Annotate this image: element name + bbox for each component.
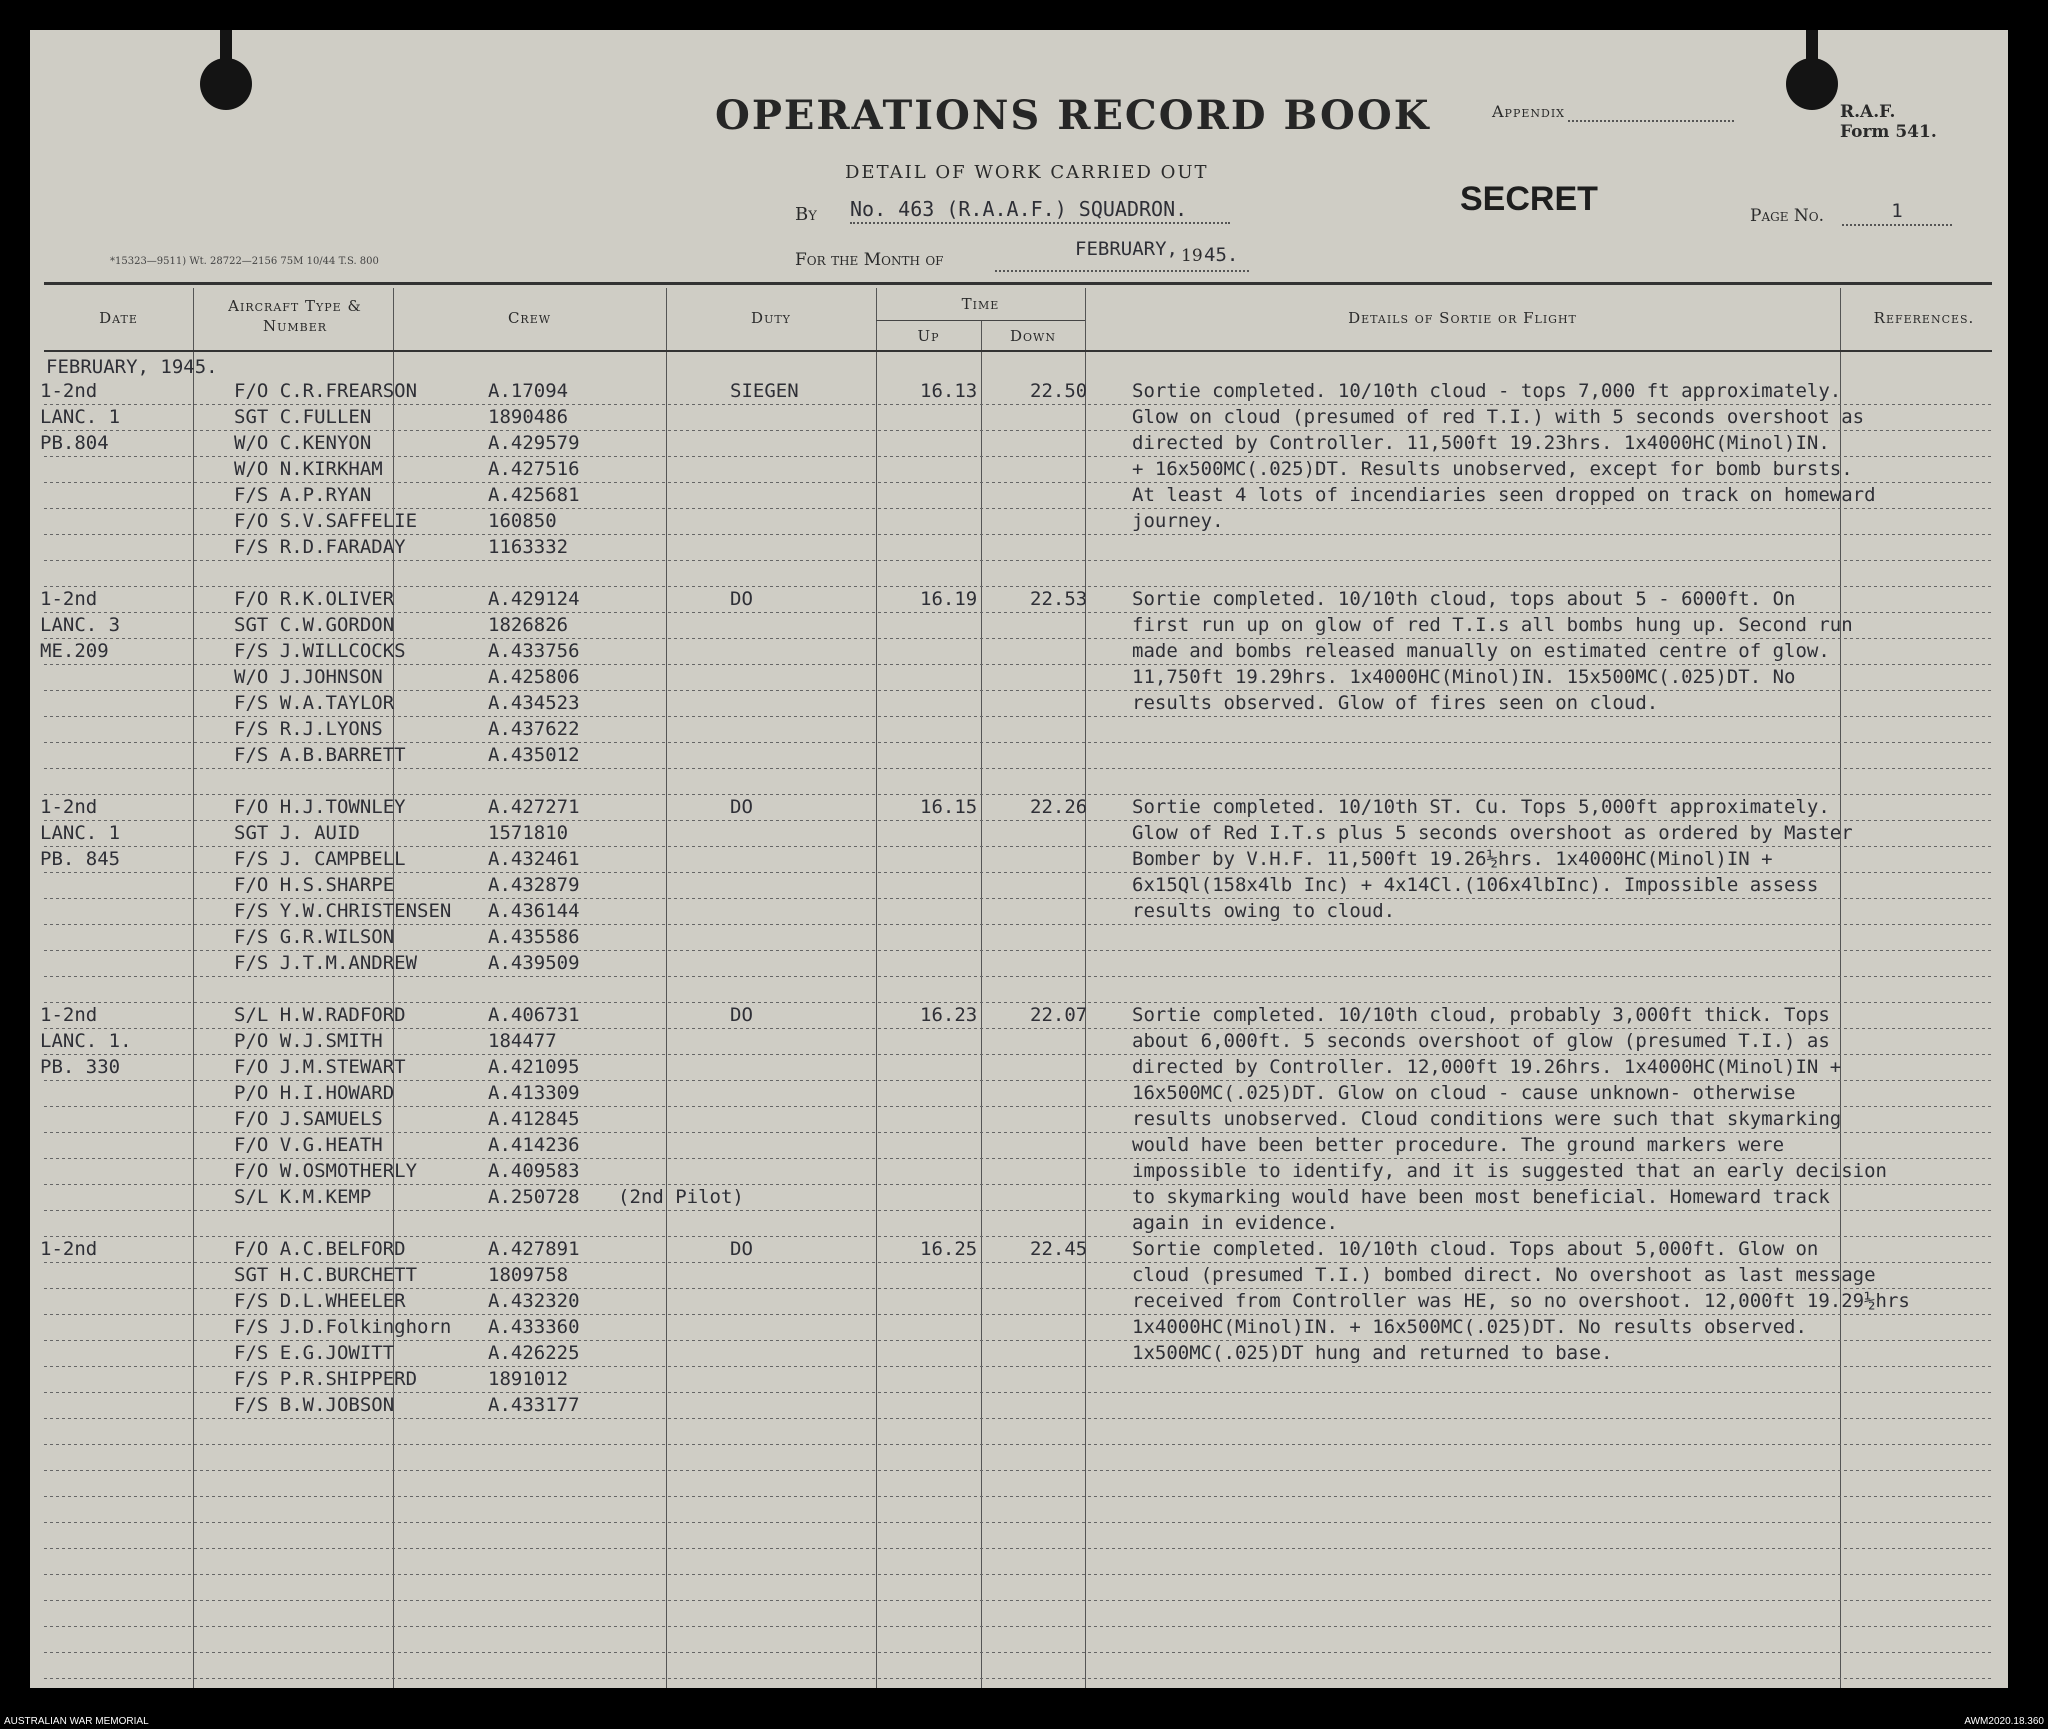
crew-name: W/O J.JOHNSON	[234, 666, 383, 688]
crew-number: A.421095	[488, 1056, 580, 1078]
time-subrule	[876, 320, 1085, 321]
ruled-line	[44, 560, 1992, 561]
crew-number: A.434523	[488, 692, 580, 714]
sortie-detail-line: impossible to identify, and it is suggested that an early decision	[1132, 1160, 1887, 1182]
page-no-value: 1	[1842, 198, 1952, 226]
col-divider	[666, 288, 667, 1688]
sortie-date: LANC. 1	[40, 406, 121, 428]
crew-name: F/S B.W.JOBSON	[234, 1394, 395, 1416]
time-down: 22.50	[1030, 380, 1088, 402]
crew-number: A.433177	[488, 1394, 580, 1416]
ruled-line	[44, 1678, 1992, 1679]
crew-number: A.427516	[488, 458, 580, 480]
subtitle: DETAIL OF WORK CARRIED OUT	[845, 162, 1209, 183]
col-divider	[1085, 288, 1086, 1688]
sortie-detail-line: results observed. Glow of fires seen on cloud.	[1132, 692, 1659, 714]
sortie-date: LANC. 1.	[40, 1030, 132, 1052]
crew-name: F/S P.R.SHIPPERD	[234, 1368, 418, 1390]
col-header-references: References.	[1873, 309, 1975, 327]
crew-number: 1890486	[488, 406, 569, 428]
crew-number: A.435012	[488, 744, 580, 766]
ruled-line	[44, 976, 1992, 977]
ruled-line	[44, 1626, 1992, 1627]
month-heading: FEBRUARY, 1945.	[46, 356, 218, 378]
col-header-crew: Crew	[507, 309, 552, 327]
crew-name: SGT H.C.BURCHETT	[234, 1264, 418, 1286]
crew-name: SGT J. AUID	[234, 822, 360, 844]
year-prefix: 19	[1181, 246, 1203, 266]
crew-number: A.427271	[488, 796, 580, 818]
crew-number: A.435586	[488, 926, 580, 948]
crew-number: A.412845	[488, 1108, 580, 1130]
squadron-field: No. 463 (R.A.A.F.) SQUADRON.	[850, 196, 1230, 224]
month-label: For the Month of	[795, 250, 944, 270]
time-up: 16.23	[920, 1004, 978, 1026]
sortie-detail-line: results unobserved. Cloud conditions were such that skymarking	[1132, 1108, 1842, 1130]
time-up: 16.15	[920, 796, 978, 818]
sortie-detail-line: 11,750ft 19.29hrs. 1x4000HC(Minol)IN. 15x500MC(.025)DT. No	[1132, 666, 1796, 688]
crew-number: 1809758	[488, 1264, 569, 1286]
crew-number: A.425681	[488, 484, 580, 506]
sortie-detail-line: to skymarking would have been most beneficial. Homeward track	[1132, 1186, 1830, 1208]
crew-name: F/S J.WILLCOCKS	[234, 640, 406, 662]
crew-number: A.426225	[488, 1342, 580, 1364]
time-down: 22.07	[1030, 1004, 1088, 1026]
sortie-detail-line: results owing to cloud.	[1132, 900, 1396, 922]
crew-name: P/O W.J.SMITH	[234, 1030, 383, 1052]
sortie-detail-line: made and bombs released manually on estimated centre of glow.	[1132, 640, 1830, 662]
sortie-detail-line: 6x15Ql(158x4lb Inc) + 4x14Cl.(106x4lbInc). Impossible assess	[1132, 874, 1819, 896]
crew-number: A.433360	[488, 1316, 580, 1338]
col-header-up: Up	[917, 327, 940, 345]
col-divider	[876, 288, 877, 1688]
sortie-date: LANC. 3	[40, 614, 121, 636]
sortie-detail-line: directed by Controller. 12,000ft 19.26hrs. 1x4000HC(Minol)IN +	[1132, 1056, 1842, 1078]
crew-number: A.427891	[488, 1238, 580, 1260]
crew-number: A.436144	[488, 900, 580, 922]
sortie-duty: DO	[730, 1004, 753, 1026]
binder-hole-left	[200, 58, 252, 110]
col-header-time: Time	[961, 295, 1000, 313]
sortie-detail-line: cloud (presumed T.I.) bombed direct. No overshoot as last message	[1132, 1264, 1876, 1286]
ruled-line	[44, 1210, 1992, 1211]
col-divider	[193, 288, 194, 1688]
crew-name: F/S G.R.WILSON	[234, 926, 395, 948]
sortie-detail-line: journey.	[1132, 510, 1224, 532]
crew-number: A.250728	[488, 1186, 580, 1208]
crew-number: A.429579	[488, 432, 580, 454]
ruled-line	[44, 1444, 1992, 1445]
crew-name: F/S J.D.Folkinghorn	[234, 1316, 452, 1338]
sortie-date: 1-2nd	[40, 1004, 98, 1026]
sortie-detail-line: first run up on glow of red T.I.s all bombs hung up. Second run	[1132, 614, 1853, 636]
sortie-detail-line: directed by Controller. 11,500ft 19.23hrs. 1x4000HC(Minol)IN.	[1132, 432, 1830, 454]
crew-number: A.439509	[488, 952, 580, 974]
crew-name: SGT C.W.GORDON	[234, 614, 395, 636]
raf-label: R.A.F.	[1840, 102, 1896, 122]
crew-number: A.409583	[488, 1160, 580, 1182]
crew-name: F/S A.P.RYAN	[234, 484, 372, 506]
sortie-detail-line: + 16x500MC(.025)DT. Results unobserved, except for bomb bursts.	[1132, 458, 1853, 480]
sortie-date: PB.804	[40, 432, 109, 454]
crew-name: F/O C.R.FREARSON	[234, 380, 418, 402]
crew-number: A.406731	[488, 1004, 580, 1026]
sortie-date: 1-2nd	[40, 1238, 98, 1260]
ruled-line	[44, 1652, 1992, 1653]
sortie-detail-line: received from Controller was HE, so no overshoot. 12,000ft 19.29½hrs	[1132, 1290, 1910, 1312]
crew-name: SGT C.FULLEN	[234, 406, 372, 428]
crew-name: W/O C.KENYON	[234, 432, 372, 454]
crew-name: F/O W.OSMOTHERLY	[234, 1160, 418, 1182]
ruled-line	[44, 1600, 1992, 1601]
time-up: 16.13	[920, 380, 978, 402]
crew-name: F/O H.S.SHARPE	[234, 874, 395, 896]
sortie-detail-line: Sortie completed. 10/10th ST. Cu. Tops 5,000ft approximately.	[1132, 796, 1830, 818]
crew-name: S/L H.W.RADFORD	[234, 1004, 406, 1026]
crew-name: F/S W.A.TAYLOR	[234, 692, 395, 714]
crew-number: A.414236	[488, 1134, 580, 1156]
ruled-line	[44, 768, 1992, 769]
crew-number: 1891012	[488, 1368, 569, 1390]
ruled-line	[44, 1496, 1992, 1497]
crew-number: A.437622	[488, 718, 580, 740]
crew-name: P/O H.I.HOWARD	[234, 1082, 395, 1104]
sortie-duty: DO	[730, 588, 753, 610]
record-sheet	[30, 30, 2008, 1688]
crew-name: F/O R.K.OLIVER	[234, 588, 395, 610]
sortie-date: 1-2nd	[40, 380, 98, 402]
sortie-detail-line: Glow of Red I.T.s plus 5 seconds overshoot as ordered by Master	[1132, 822, 1853, 844]
crew-name: F/S E.G.JOWITT	[234, 1342, 395, 1364]
sortie-date: ME.209	[40, 640, 109, 662]
col-divider	[393, 288, 394, 1688]
sortie-detail-line: Bomber by V.H.F. 11,500ft 19.26½hrs. 1x4000HC(Minol)IN +	[1132, 848, 1773, 870]
crew-name: F/S Y.W.CHRISTENSEN	[234, 900, 452, 922]
crew-number: A.433756	[488, 640, 580, 662]
time-down: 22.45	[1030, 1238, 1088, 1260]
time-up: 16.25	[920, 1238, 978, 1260]
appendix-field	[1568, 120, 1734, 122]
year-suffix: 45.	[1204, 244, 1239, 266]
sortie-detail-line: Sortie completed. 10/10th cloud, probably 3,000ft thick. Tops	[1132, 1004, 1830, 1026]
crew-number: A.425806	[488, 666, 580, 688]
time-down: 22.53	[1030, 588, 1088, 610]
sortie-detail-line: Glow on cloud (presumed of red T.I.) with 5 seconds overshoot as	[1132, 406, 1865, 428]
crew-number: A.429124	[488, 588, 580, 610]
by-label: By	[795, 204, 817, 225]
crew-number: A.413309	[488, 1082, 580, 1104]
sortie-date: 1-2nd	[40, 796, 98, 818]
crew-name: F/S J.T.M.ANDREW	[234, 952, 418, 974]
sortie-duty: DO	[730, 796, 753, 818]
appendix-label: Appendix	[1492, 102, 1566, 121]
crew-name: W/O N.KIRKHAM	[234, 458, 383, 480]
sortie-detail-line: Sortie completed. 10/10th cloud - tops 7,000 ft approximately.	[1132, 380, 1842, 402]
sortie-duty: SIEGEN	[730, 380, 799, 402]
crew-number: A.432461	[488, 848, 580, 870]
sortie-detail-line: would have been better procedure. The ground markers were	[1132, 1134, 1785, 1156]
col-header-aircraft: Aircraft Type & Number	[228, 297, 362, 335]
binder-hole-right	[1786, 58, 1838, 110]
sortie-date: PB. 330	[40, 1056, 121, 1078]
sortie-date: PB. 845	[40, 848, 121, 870]
ruled-line	[44, 1548, 1992, 1549]
ruled-line	[44, 1574, 1992, 1575]
crew-number: 184477	[488, 1030, 557, 1052]
col-divider	[981, 320, 982, 1688]
crew-name: S/L K.M.KEMP	[234, 1186, 372, 1208]
ruled-line	[44, 1522, 1992, 1523]
crew-name: F/S J. CAMPBELL	[234, 848, 406, 870]
sortie-date: 1-2nd	[40, 588, 98, 610]
sortie-detail-line: about 6,000ft. 5 seconds overshoot of glow (presumed T.I.) as	[1132, 1030, 1830, 1052]
crew-number: A.432320	[488, 1290, 580, 1312]
crew-number: 1571810	[488, 822, 569, 844]
header-rule	[44, 282, 1992, 285]
secret-stamp: SECRET	[1460, 180, 1598, 218]
sortie-detail-line: again in evidence.	[1132, 1212, 1338, 1234]
ruled-line	[44, 1470, 1992, 1471]
crew-number: A.432879	[488, 874, 580, 896]
column-header-rule	[44, 350, 1992, 352]
col-header-down: Down	[1010, 327, 1056, 345]
crew-number: 1163332	[488, 536, 569, 558]
crew-number: 160850	[488, 510, 557, 532]
crew-number: 1826826	[488, 614, 569, 636]
sortie-detail-line: 1x4000HC(Minol)IN. + 16x500MC(.025)DT. No results observed.	[1132, 1316, 1807, 1338]
ruled-line	[44, 1418, 1992, 1419]
crew-name: F/S R.D.FARADAY	[234, 536, 406, 558]
sortie-detail-line: Sortie completed. 10/10th cloud, tops about 5 - 6000ft. On	[1132, 588, 1796, 610]
crew-name: F/O H.J.TOWNLEY	[234, 796, 406, 818]
footer-right: AWM2020.18.360	[1964, 1716, 2044, 1727]
col-header-duty: Duty	[751, 309, 791, 327]
time-up: 16.19	[920, 588, 978, 610]
crew-name: F/O J.SAMUELS	[234, 1108, 383, 1130]
sortie-duty: DO	[730, 1238, 753, 1260]
col-header-details: Details of Sortie or Flight	[1348, 309, 1577, 327]
sortie-date: LANC. 1	[40, 822, 121, 844]
sortie-detail-line: 16x500MC(.025)DT. Glow on cloud - cause unknown- otherwise	[1132, 1082, 1796, 1104]
month-value: FEBRUARY,	[1075, 238, 1178, 260]
footer-left: AUSTRALIAN WAR MEMORIAL	[4, 1716, 149, 1727]
crew-name: F/O S.V.SAFFELIE	[234, 510, 418, 532]
sortie-detail-line: At least 4 lots of incendiaries seen dropped on track on homeward	[1132, 484, 1876, 506]
page-title: OPERATIONS RECORD BOOK	[715, 92, 1431, 139]
sortie-detail-line: Sortie completed. 10/10th cloud. Tops about 5,000ft. Glow on	[1132, 1238, 1819, 1260]
crew-name: F/O A.C.BELFORD	[234, 1238, 406, 1260]
crew-name: F/O J.M.STEWART	[234, 1056, 406, 1078]
time-down: 22.26	[1030, 796, 1088, 818]
crew-name: F/S A.B.BARRETT	[234, 744, 406, 766]
page-no-label: Page No.	[1750, 206, 1824, 226]
crew-name: F/O V.G.HEATH	[234, 1134, 383, 1156]
sortie-detail-line: 1x500MC(.025)DT hung and returned to base.	[1132, 1342, 1613, 1364]
crew-note: (2nd Pilot)	[618, 1186, 744, 1208]
col-header-date: Date	[99, 309, 138, 327]
crew-number: A.17094	[488, 380, 569, 402]
month-field	[995, 238, 1249, 272]
print-code: *15323—9511) Wt. 28722—2156 75M 10/44 T.S. 800	[110, 256, 379, 267]
crew-name: F/S D.L.WHEELER	[234, 1290, 406, 1312]
crew-name: F/S R.J.LYONS	[234, 718, 383, 740]
form-label: Form 541.	[1840, 122, 1937, 142]
